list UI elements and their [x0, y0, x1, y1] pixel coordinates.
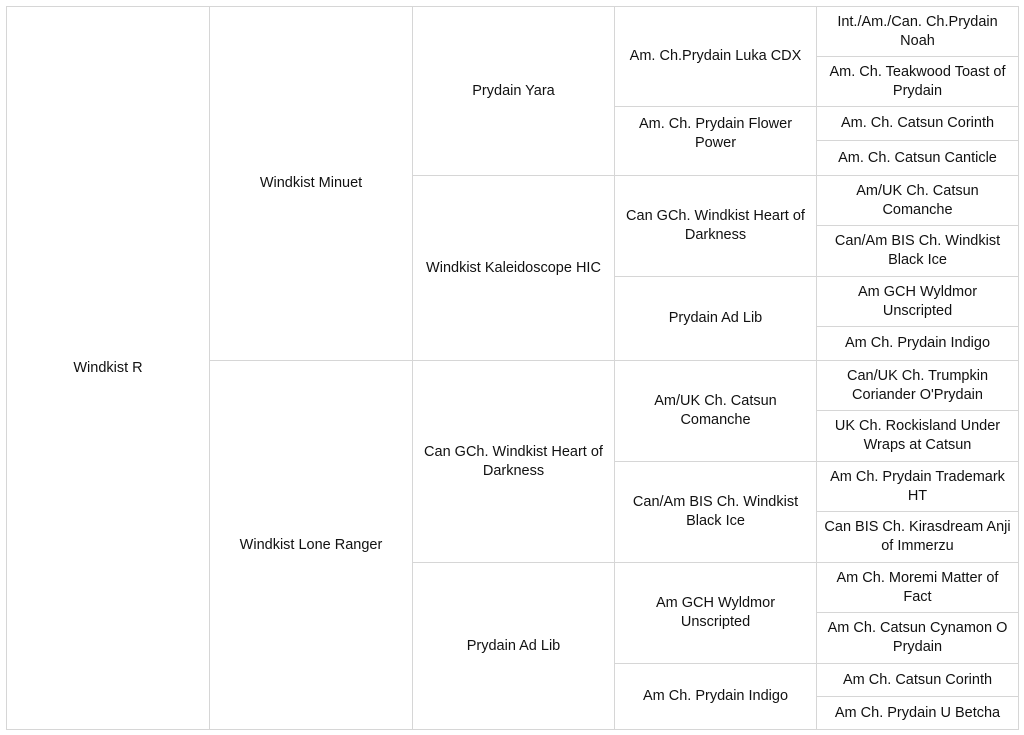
great-grandparent-cell: [614, 461, 817, 563]
ancestor-cell: [816, 140, 1019, 176]
ancestor-name: Can/UK Ch. Trumpkin Coriander O'Prydain: [846, 367, 989, 403]
ancestor-name: Am Ch. Prydain Indigo: [844, 335, 991, 351]
ancestor-cell: [816, 562, 1019, 613]
ancestor-cell: [816, 360, 1019, 411]
ancestor-name: Am/UK Ch. Catsun Comanche: [856, 182, 979, 218]
ancestor-name: Can BIS Ch. Kirasdream Anji of Immerzu: [824, 519, 1011, 554]
great-grandparent-cell: [614, 106, 817, 176]
grandparent-cell: [412, 562, 615, 730]
great-grandparent-cell: [614, 6, 817, 107]
great-grandparent-cell: [614, 562, 817, 664]
great-grandparent-cell: [614, 276, 817, 361]
ancestor-cell: [816, 225, 1019, 277]
ancestor-name: Am GCH Wyldmor Unscripted: [857, 283, 978, 319]
ancestor-cell: [816, 612, 1019, 664]
great-grandparent-name: Can GCh. Windkist Heart of Darkness: [626, 208, 805, 243]
ancestor-name: UK Ch. Rockisland Under Wraps at Catsun: [834, 418, 1001, 453]
sire-name: Windkist Minuet: [259, 175, 363, 191]
great-grandparent-name: Am Ch. Prydain Indigo: [642, 688, 789, 704]
ancestor-name: Am Ch. Catsun Cynamon O Prydain: [827, 620, 1008, 655]
grandparent-name: Windkist Kaleidoscope HIC: [426, 259, 601, 276]
sire-cell: [209, 6, 413, 361]
great-grandparent-name: Prydain Ad Lib: [668, 310, 763, 326]
great-grandparent-name: Am. Ch.Prydain Luka CDX: [629, 48, 802, 64]
grandparent-cell: [412, 175, 615, 361]
ancestor-cell: [816, 6, 1019, 57]
ancestor-name: Am Ch. Prydain Trademark HT: [830, 468, 1005, 504]
ancestor-name: Am Ch. Prydain U Betcha: [834, 704, 1001, 721]
ancestor-cell: [816, 461, 1019, 512]
dam-cell: [209, 360, 413, 730]
ancestor-name: Am. Ch. Teakwood Toast of Prydain: [829, 63, 1006, 99]
great-grandparent-name: Am GCH Wyldmor Unscripted: [655, 595, 776, 630]
great-grandparent-cell: [614, 663, 817, 730]
subject-dog: [6, 6, 210, 730]
grandparent-cell: [412, 6, 615, 176]
ancestor-name: Am Ch. Catsun Corinth: [842, 671, 993, 688]
grandparent-name: Prydain Ad Lib: [466, 637, 561, 654]
grandparent-name: Prydain Yara: [472, 82, 555, 99]
ancestor-cell: [816, 326, 1019, 361]
great-grandparent-name: Am. Ch. Prydain Flower Power: [638, 116, 793, 151]
ancestor-cell: [816, 175, 1019, 226]
ancestor-cell: [816, 56, 1019, 107]
ancestor-name: Am. Ch. Catsun Canticle: [838, 149, 997, 166]
great-grandparent-name: Can/Am BIS Ch. Windkist Black Ice: [632, 494, 799, 529]
ancestor-name: Int./Am./Can. Ch.Prydain Noah: [837, 13, 998, 49]
ancestor-cell: [816, 276, 1019, 327]
ancestor-cell: [816, 410, 1019, 462]
ancestor-cell: [816, 106, 1019, 141]
ancestor-name: Can/Am BIS Ch. Windkist Black Ice: [834, 233, 1001, 268]
subject-name: Windkist R: [73, 359, 143, 376]
grandparent-cell: [412, 360, 615, 563]
ancestor-name: Am. Ch. Catsun Corinth: [840, 115, 995, 131]
great-grandparent-cell: [614, 360, 817, 462]
dam-name: Windkist Lone Ranger: [239, 536, 383, 553]
ancestor-cell: [816, 511, 1019, 563]
great-grandparent-name: Am/UK Ch. Catsun Comanche: [654, 393, 777, 428]
ancestor-cell: [816, 663, 1019, 697]
ancestor-name: Am Ch. Moremi Matter of Fact: [836, 569, 999, 605]
ancestor-cell: [816, 696, 1019, 730]
grandparent-name: Can GCh. Windkist Heart of Darkness: [424, 444, 603, 479]
great-grandparent-cell: [614, 175, 817, 277]
